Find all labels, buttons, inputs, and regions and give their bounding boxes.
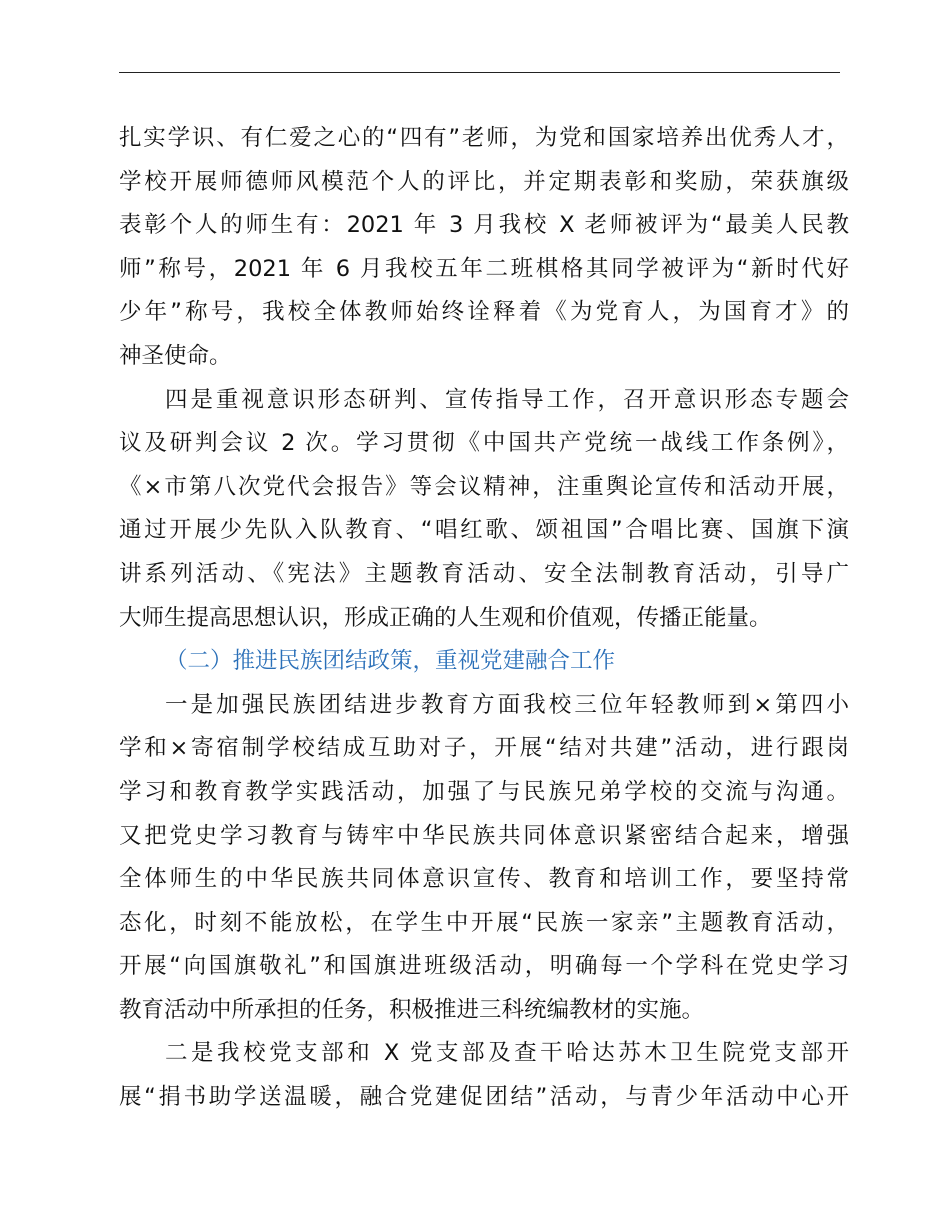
- paragraph-line: 扎实学识、有仁爱之心的“四有”老师，为党和国家培养出优秀人才，: [119, 125, 849, 151]
- paragraph-line: 神圣使命。: [119, 342, 232, 369]
- header-rule: [119, 72, 840, 73]
- paragraph-line: 二是我校党支部和 X 党支部及查干哈达苏木卫生院党支部开: [165, 1040, 849, 1067]
- paragraph-line: 学和×寄宿制学校结成互助对子，开展“结对共建”活动，进行跟岗: [119, 735, 849, 762]
- paragraph-line: 四是重视意识形态研判、宣传指导工作，召开意识形态专题会: [165, 386, 849, 413]
- paragraph-line: 讲系列活动、《宪法》主题教育活动、安全法制教育活动，引导广: [119, 560, 849, 587]
- paragraph-line: 议及研判会议 2 次。学习贯彻《中国共产党统一战线工作条例》，: [119, 430, 849, 457]
- paragraph-line: 表彰个人的师生有：2021 年 3 月我校 X 老师被评为“最美人民教: [119, 212, 849, 239]
- paragraph-line: 态化，时刻不能放松，在学生中开展“民族一家亲”主题教育活动，: [119, 909, 849, 936]
- paragraph-line: 全体师生的中华民族共同体意识宣传、教育和培训工作，要坚持常: [119, 866, 849, 893]
- paragraph-line: 一是加强民族团结进步教育方面我校三位年轻教师到×第四小: [165, 691, 849, 718]
- paragraph-line: 开展“向国旗敬礼”和国旗进班级活动，明确每一个学科在党史学习: [119, 953, 849, 980]
- paragraph-line: 又把党史学习教育与铸牢中华民族共同体意识紧密结合起来，增强: [119, 822, 849, 849]
- paragraph-line: 少年”称号，我校全体教师始终诠释着《为党育人，为国育才》的: [119, 299, 849, 326]
- paragraph-line: 学习和教育教学实践活动，加强了与民族兄弟学校的交流与沟通。: [119, 778, 849, 805]
- paragraph-line: 通过开展少先队入队教育、“唱红歌、颂祖国”合唱比赛、国旗下演: [119, 517, 849, 544]
- paragraph-line: 展“捐书助学送温暖，融合党建促团结”活动，与青少年活动中心开: [119, 1084, 849, 1111]
- paragraph-line: 师”称号，2021 年 6 月我校五年二班棋格其同学被评为“新时代好: [119, 255, 849, 282]
- document-body: [119, 117, 849, 1120]
- paragraph-line: 教育活动中所承担的任务，积极推进三科统编教材的实施。: [119, 996, 705, 1023]
- paragraph-line: 大师生提高思想认识，形成正确的人生观和价值观，传播正能量。: [119, 604, 772, 631]
- paragraph-line: 学校开展师德师风模范个人的评比，并定期表彰和奖励，荣获旗级: [119, 168, 849, 195]
- paragraph-line: 《×市第八次党代会报告》等会议精神，注重舆论宣传和活动开展，: [119, 473, 849, 500]
- section-heading: （二）推进民族团结政策，重视党建融合工作: [165, 648, 616, 675]
